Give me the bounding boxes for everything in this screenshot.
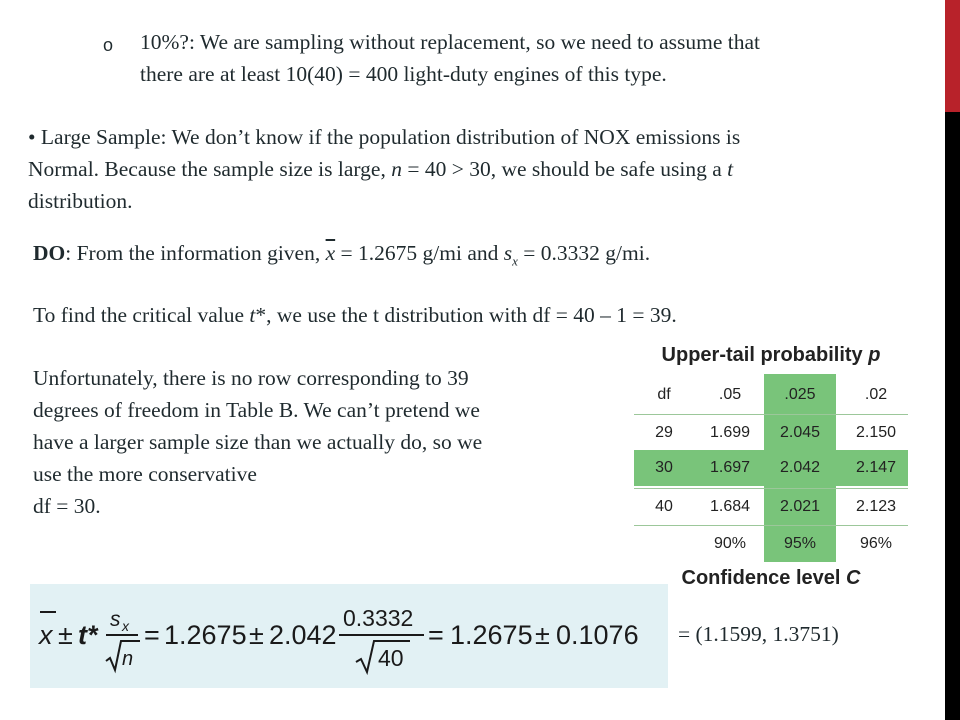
formula-svg (30, 584, 668, 688)
interval-result: = (1.1599, 1.3751) (678, 622, 839, 646)
unfortunately-line-1: Unfortunately, there is no row corresponding to 39 (33, 366, 469, 390)
large-sample-t: t (727, 157, 734, 181)
sub-bullet-marker: o (103, 35, 114, 55)
table-row (628, 416, 914, 450)
do-text-a: : From the information given, (65, 241, 326, 265)
formula-sx-sub: x (122, 618, 129, 634)
formula-n-val: 40 (378, 645, 404, 671)
table-cell: 29 (655, 424, 673, 441)
table-confidence-row (628, 527, 914, 561)
table-cell: 1.699 (709, 424, 751, 441)
table-header-cell: .02 (864, 386, 888, 403)
table-divider (634, 525, 908, 526)
do-xbar: $\overline{x}$ (325, 241, 336, 265)
large-sample-line-3: distribution. (28, 189, 133, 213)
ten-percent-text: : We are sampling without replacement, so we need to assume that (188, 30, 760, 54)
table-cell: 2.042 (779, 459, 821, 476)
table-cell: 95% (783, 535, 817, 552)
table-cell: 90% (713, 535, 747, 552)
table-row (628, 490, 914, 524)
formula-pm-3: ± (535, 620, 550, 650)
formula-mean-1: 1.2675 (164, 620, 247, 650)
table-header-cell: .025 (784, 386, 816, 403)
table-cell: 1.684 (709, 498, 751, 515)
table-footer: Confidence level C (681, 567, 861, 589)
large-sample-line-1: • Large Sample: We don’t know if the population distribution of NOX emissions is (28, 125, 741, 149)
large-sample-text-a: Normal. Because the sample size is large, (28, 157, 392, 181)
t-table (628, 340, 914, 592)
table-header-row (628, 378, 914, 412)
table-cell: 1.697 (709, 459, 751, 476)
right-accent-bar (945, 0, 960, 112)
do-text-c: = 0.3332 g/mi. (517, 241, 651, 265)
do-line (33, 238, 650, 276)
table-cell: 2.147 (855, 459, 897, 476)
table-header-cell: .05 (718, 386, 742, 403)
unfortunately-line-4: use the more conservative (33, 462, 257, 486)
table-cell: 2.150 (855, 424, 897, 441)
formula-xbar: x (39, 620, 53, 650)
table-header-cell: df (657, 386, 671, 403)
formula-eq-2: = (428, 620, 444, 650)
formula-tstar: t* (78, 620, 98, 650)
critical-t: t (249, 303, 256, 327)
formula-pm-2: ± (249, 620, 264, 650)
table-row-highlighted (628, 451, 914, 485)
formula-s-val: 0.3332 (343, 605, 414, 631)
critical-text-a: To find the critical value (33, 303, 250, 327)
table-cell: 2.123 (855, 498, 897, 515)
do-label: DO (33, 241, 66, 265)
formula-eq-1: = (144, 620, 160, 650)
unfortunately-line-2: degrees of freedom in Table B. We can’t pretend we (33, 398, 480, 422)
table-cell: 30 (655, 459, 673, 476)
table-cell: 2.021 (779, 498, 821, 515)
large-sample-n: n (391, 157, 402, 181)
unfortunately-line-3: have a larger sample size than we actually do, so we (33, 430, 483, 454)
unfortunately-line-5: df = 30. (33, 494, 101, 518)
table-title: Upper-tail probability p (661, 344, 881, 366)
critical-text-b: *, we use the t distribution with df = 40 – 1 = 39. (255, 303, 677, 327)
critical-value-line (33, 300, 677, 331)
table-cell: 96% (859, 535, 893, 552)
formula-me: 0.1076 (556, 620, 639, 650)
do-s: s (503, 241, 513, 265)
ten-percent-label: 10%? (140, 30, 189, 54)
formula-tval: 2.042 (269, 620, 337, 650)
ten-percent-line-2: there are at least 10(40) = 400 light-duty engines of this type. (140, 62, 667, 86)
confidence-interval-formula (30, 584, 668, 688)
table-divider (634, 488, 908, 489)
large-sample-text-b: = 40 > 30, we should be safe using a (401, 157, 728, 181)
table-divider (634, 414, 908, 415)
large-sample-line-2 (28, 154, 733, 185)
table-cell: 2.045 (779, 424, 821, 441)
ten-percent-line-1 (140, 27, 760, 58)
formula-mean-2: 1.2675 (450, 620, 533, 650)
table-cell: 40 (655, 498, 673, 515)
do-text-b: = 1.2675 g/mi and (335, 241, 504, 265)
formula-pm-1: ± (58, 620, 73, 650)
do-s-sub: x (512, 253, 518, 269)
formula-n: n (122, 648, 134, 670)
formula-sx: s (110, 608, 121, 631)
